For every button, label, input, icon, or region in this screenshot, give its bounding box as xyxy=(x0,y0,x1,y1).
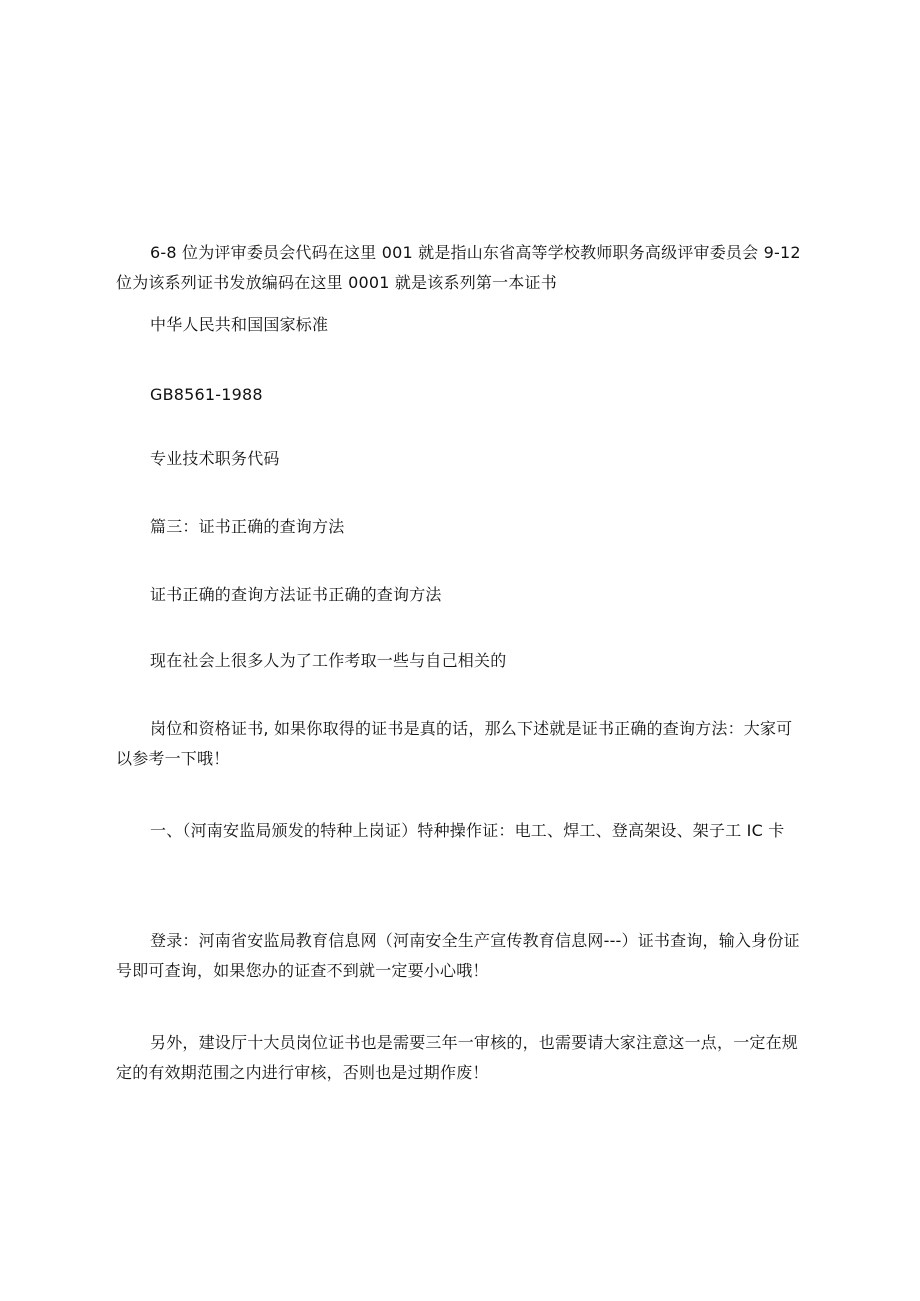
paragraph-special-operation-certificate: 一、（河南安监局颁发的特种上岗证）特种操作证：电工、焊工、登高架设、架子工 IC 卡 xyxy=(150,821,785,840)
paragraph-job-title-code: 专业技术职务代码 xyxy=(150,449,280,468)
paragraph-national-standard: 中华人民共和国国家标准 xyxy=(150,315,329,334)
paragraph-certificate-code-explanation: 6-8 位为评审委员会代码在这里 001 就是指山东省高等学校教师职务高级评审委员会 9-12 位为该系列证书发放编码在这里 0001 就是该系列第一本证书 xyxy=(116,243,801,292)
paragraph-review-reminder: 另外，建设厅十大员岗位证书也是需要三年一审核的，也需要请大家注意这一点，一定在规定的有效期范围之内进行审核，否则也是过期作废！ xyxy=(116,1033,799,1082)
paragraph-query-method-title: 证书正确的查询方法证书正确的查询方法 xyxy=(150,585,442,604)
paragraph-certificate-query-intro: 岗位和资格证书, 如果你取得的证书是真的话，那么下述就是证书正确的查询方法：大家可以参考一下哦！ xyxy=(116,719,793,768)
section-heading-part-three: 篇三：证书正确的查询方法 xyxy=(150,517,345,536)
paragraph-login-instructions: 登录：河南省安监局教育信息网（河南安全生产宣传教育信息网---）证书查询，输入身份证号即可查询，如果您办的证查不到就一定要小心哦！ xyxy=(116,931,800,980)
paragraph-standard-number: GB8561-1988 xyxy=(150,385,263,404)
paragraph-intro: 现在社会上很多人为了工作考取一些与自己相关的 xyxy=(150,651,507,670)
